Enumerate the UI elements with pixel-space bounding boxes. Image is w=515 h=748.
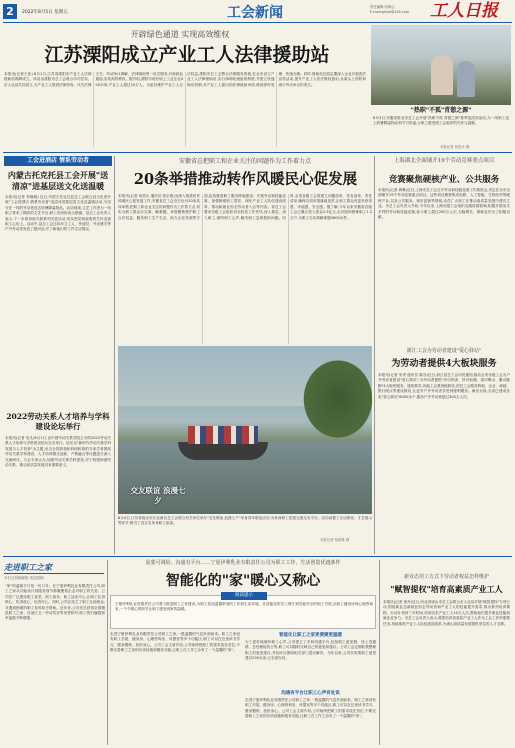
reading-tip-label: 阅读提示 (221, 592, 267, 600)
left-mid-body: 本报讯(记者 吴凡)8月1日,由中国劳动关系学院主办的2022劳动关系人才培养与学科建设论坛在京举行。论坛以"新时代劳动关系学科发展与人才培养"为主题,来自全国高校和科研机构的专家学者围绕劳动关系学科建设、人才培养模式创新、产教融合等议题进行深入交流研讨。与会专家认为,加强劳动关系学科建设,对于构建和谐劳动关系、推动高质量发展具有重要意义。 (5, 436, 111, 468)
editor-email: E-mail:ghxw@126.com (370, 10, 410, 14)
section-title: 工会新闻 (227, 5, 283, 21)
divider (3, 556, 512, 557)
photo-people (188, 426, 258, 444)
divider (3, 152, 512, 153)
center-photo-credit: 本报记者 杨国林 摄 (320, 538, 350, 542)
editor-name: 责任编辑:苏海云 (370, 5, 395, 9)
column-body: "家"的温暖不只是一句口号。在宁夏伊利乳业有限责任公司,职工之家从功能设计到服务细节都凝聚着企业对职工的关爱。公司在厂区建设职工食堂、职工宿舍、职工活动中心,让职工住得舒心、吃得放心、玩得开心。同时,公司还设立了职工互助基金,对遇到困难的职工及时给予帮助。近年来,公司先后获得全国模范职工之家、自治区五一劳动奖状等荣誉称号,职工的归属感和幸福感不断增强。 (5, 584, 105, 621)
right2-kicker: 浙江工会为劳动者建设"爱心驿站" (406, 348, 482, 354)
center-kicker: 安徽省总把职工和企业关注的问题作为工作着力点 (178, 158, 311, 165)
lead-kicker: 开辟绿色通道 实现高效维权 (130, 30, 230, 39)
bottom-subhead-2: 沟通有平台让职工心声有处说 (281, 691, 340, 696)
top-right-photo (371, 25, 511, 105)
bottom-headline: 智能化的"家"暖心又称心 (165, 573, 321, 589)
bottom-subhead-1: 智能化让职工之家更便捷更温暖 (279, 633, 342, 638)
center-body: 本报讯(记者 何昌永 通讯员 张正明)为深入推进转作风暖民心促发展工作,安徽省总工会近日出台20条具体举措,把职工和企业关注的问题作为工作着力点,切实为职工群众办实事、解难题。举措聚焦维护职工合法权益、服务职工生产生活、助力企业发展等方面,包括推进职工服务阵地建设、开展劳动和技能竞赛、加强困难职工帮扶、深化产业工人队伍建设改革、推动新就业形态劳动者入会等内容。省总工会要求各级工会组织切实转变工作作风,深入基层、深入职工,倾听职工心声,解决职工急难愁盼问题。同时,全省各级工会将建立问题清单、任务清单、责任清单,确保各项举措落地见效,让职工群众有更多获得感、幸福感、安全感。据了解,今年以来安徽省各级工会已累计投入资金2.3亿元,走访慰问困难职工1.2万户,为职工办实事解难题3600余件。 (118, 194, 372, 220)
right3-body: 本报讯(记者 徐丹)近日,河北省唐山市总工会联合市人社局开展"赋智提权"专项行动,围绕新业态新就业形态劳动者和产业工人的技能提升需求,推出系列培训课程。行动计划用三年时间,培训各类产业工人10万人次,帮助他们提升职业技能和就业竞争力。市总工会负责人表示,将把培育高素质产业工人作为工会工作的重要任务,持续推进产业工人队伍建设改革,为唐山高质量发展提供坚实的人才支撑。 (383, 600, 510, 626)
right2-body: 本报讯(记者 朱秀 通讯员 陈亦)近日,浙江省总工会印发通知,推动全省各级工会为户外劳动者建设"爱心驿站",为劳动者提供"冷可纳凉、热可取暖、渴可喝水、累可歇脚"4大板块服务。通知要求,各地工会要因地制宜,依托工会服务阵地、企业、商超、银行网点等建设驿站,让更多户外劳动者享受到便利服务。截至目前,全省已建成各类"爱心驿站"6000余个,服务户外劳动者超过300万人次。 (378, 373, 510, 399)
column-title: 走进职工之家 (4, 562, 104, 574)
center-photo (118, 346, 372, 514)
right3-headline: "赋智提权"培育高素质产业工人 (390, 584, 503, 594)
left-col-rule (114, 156, 115, 554)
bottom-left-rule (107, 560, 108, 745)
photo-tree (298, 354, 372, 444)
left-top-strip: 工会进酒店 情系劳动者 (4, 156, 112, 166)
bottom-kicker: 夏蒙可调险、沟通有平台……宁夏伊利乳业有限责任公司为职工工作、生活创造优越条件 (145, 560, 341, 566)
photo-label: 交友联谊 浪漫七夕 (130, 486, 186, 505)
right1-body: 本报讯(记者 黄琳)近日,上海市总工会召开劳动和技能竞赛工作推进会,决定在全市全面铺开19个劳动竞赛重点项目。这些项目聚焦集成电路、人工智能、生物医药等硬核产业,以及公共服务、城市更新等领域,动员广大职工在推动高质量发展中建功立业。市总工会负责人介绍,今年以来,上海各级工会组织克服疫情影响,积极开展形式多样的劳动和技能竞赛,参与职工超过200万人次,为稳增长、保就业作出了积极贡献。 (378, 188, 510, 220)
right1-headline: 竞赛聚焦硬核产业、公共服务 (388, 175, 500, 185)
center-col-rule (374, 156, 375, 554)
right3-kicker: 新业态用工方式下劳动者权益怎样维护 (403, 574, 489, 580)
photo-caption: 8月3日,安徽省淮北市总工会开展"热职不孤 青憩之源"夏季送清凉活动,为一线职工送上防暑降温物品和节日祝福,让职工感受到工会组织的关怀与温暖。 (373, 116, 509, 126)
bottom-body-2a: 为了更好地倾听职工心声,公司建立了多种沟通平台,包括职工意见箱、线上沟通群、总经理接待日等,职工可以随时反映自己的意见和建议。公司工会定期收集整理职工的意见建议,并及时反馈给相关部门进行解决。今年以来,公司共收集职工意见建议200余条,已全部办结。 (245, 640, 376, 661)
reading-tip-box (110, 595, 376, 629)
page-number-badge: 2 (3, 4, 17, 19)
right1-kicker: 上海湖北全面铺开19个劳动竞赛重点项目 (393, 158, 495, 164)
reading-tip-text: 宁夏伊利乳业有限责任公司着力推进职工之家建设,为职工营造温馨舒适的工作和生活环境。从智能化的员工餐厅到功能齐全的职工书屋,从职工健身房到心理咨询室,一个个暖心的细节让职工感受到家的温暖。 (115, 602, 373, 612)
issue-date: 2022年8月5日 星期五 (22, 10, 68, 15)
lead-body: 本报讯(记者王伟) 8月1日,江苏省溧阳市产业工人法律援助站揭牌成立。该站由溧阳市总工会联合市司法局、市人社局共同设立,为产业工人提供法律咨询、代写法律文书、劳动争议调解、法律援助等一站式服务,开辟绿色通道,实现高效维权。据介绍,溧阳市现有规上工业企业400余家,产业工人超过10万人。为更好维护产业工人合法权益,溧阳市总工会整合法律服务资源,在全市设立产业工人法律援助站,实行律师轮流值班制度,并建立快速响应机制,对产业工人提出的法律援助申请,做到即时受理、快速办理。同时,援助站还将定期深入企业开展普法宣传活动,提升产业工人依法维权意识,从源头上预防和减少劳动争议的发生。 (4, 72, 366, 87)
photo-boat (178, 442, 268, 460)
left-top-headline: 内蒙古托克托县工会开展"送清凉"进基层送文化送温暖 (7, 170, 109, 191)
photo-headline: "热职"不孤"青憩之源" (410, 107, 472, 114)
right2-headline: 为劳动者提供4大板块服务 (391, 359, 497, 369)
bottom-right-rule (379, 560, 380, 745)
bottom-body-1: 走进宁夏伊利乳业有限责任公司职工之家,一股温馨的气息扑面而来。职工之家设有职工书屋、健身房、心理咨询室、母婴室等多个功能区,职工可以在这里读书学习、健身锻炼、放松身心。公司工会主席介绍,公司始终把职工的需求放在首位,不断完善职工之家的各项设施和服务功能,让职工在工作之余有了一个温馨的"家"。 (110, 632, 240, 653)
photo-credit: 本报记者 何昌永 摄 (440, 145, 470, 149)
left-mid-headline: 2022劳动关系人才培养与学科建设论坛举行 (6, 412, 110, 431)
photo-figure (431, 55, 453, 95)
newspaper-logo: 工人日报 (430, 1, 498, 21)
column-subtitle: 本栏目投稿邮箱 欢迎投稿 (4, 576, 44, 580)
lead-headline: 江苏溧阳成立产业工人法律援助站 (44, 44, 330, 66)
editor-info (370, 5, 409, 15)
masthead-rule (3, 22, 512, 23)
photo-figure (457, 61, 475, 97)
center-photo-caption: 8月4日,江苏省南京市江北新区总工会联合有关单位举办"交友联谊 浪漫七夕"单身青年联谊活动,为单身职工搭建交流交友平台。活动设置了互动游戏、才艺展示等环节,吸引了近百名单身职工参加。 (118, 516, 372, 526)
bottom-body-2b: 走进宁夏伊利乳业有限责任公司职工之家,一股温馨的气息扑面而来。职工之家设有职工书屋、健身房、心理咨询室、母婴室等多个功能区,职工可以在这里读书学习、健身锻炼、放松身心。公司工会主席介绍,公司始终把职工的需求放在首位,不断完善职工之家的各项设施和服务功能,让职工在工作之余有了一个温馨的"家"。 (245, 698, 376, 719)
left-top-body: 本报讯(记者 李晓娟) 近日,内蒙古托克托县总工会联合县文化馆开展"工会进酒店 情系劳动者"送清凉进基层送文化送温暖活动,为坚守在一线的劳动者送去防暑降温物品。活动现场,文艺工作者为一线职工带来了精彩的文艺节目,职工们纷纷表示感谢。县总工会负责人表示,下一步将持续开展系列关爱活动,切实把党和政府的关怀送到职工心坎上。活动中,县总工会还向环卫工人、快递员、外卖骑手等户外劳动者发放了慰问品,并了解他们的工作生活情况。 (5, 195, 111, 232)
center-headline: 20条举措推动转作风暖民心促发展 (133, 171, 358, 188)
